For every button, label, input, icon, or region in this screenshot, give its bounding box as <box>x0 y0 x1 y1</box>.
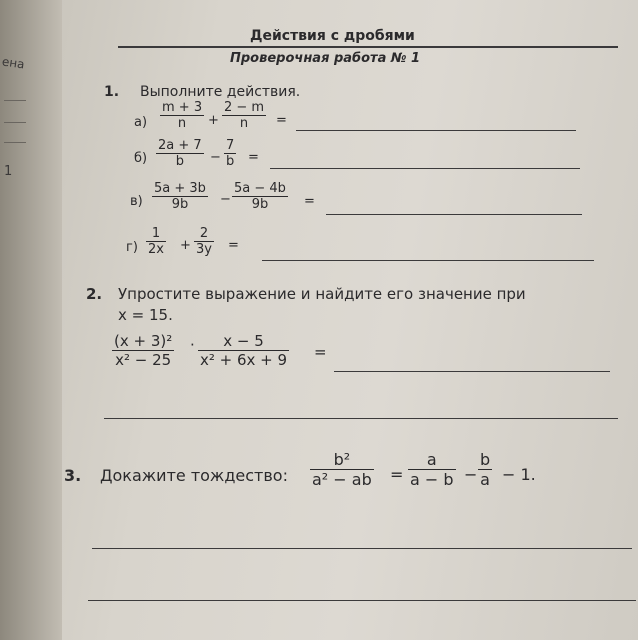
fraction <box>232 181 288 212</box>
answer-line[interactable] <box>92 548 632 549</box>
fraction <box>146 226 166 257</box>
answer-line[interactable] <box>334 371 610 372</box>
numerator: 2a + 7 <box>158 138 202 153</box>
fraction <box>310 450 374 489</box>
task-instruction: Выполните действия. <box>140 84 301 100</box>
denominator: a <box>478 469 492 489</box>
task-instruction: Докажите тождество: <box>100 466 288 485</box>
subtask-label: г) <box>126 240 138 255</box>
numerator: 7 <box>226 138 235 153</box>
denominator: x² − 25 <box>112 350 174 369</box>
numerator: b² <box>333 450 351 469</box>
equals-sign: = <box>314 343 327 361</box>
numerator: 5a + 3b <box>154 181 206 196</box>
equals-sign: = <box>276 113 287 128</box>
numerator: m + 3 <box>162 100 203 115</box>
numerator: 1 <box>151 226 161 241</box>
operator: − <box>210 150 221 165</box>
denominator: 2x <box>148 242 164 257</box>
fraction <box>152 181 208 212</box>
fraction <box>224 138 236 169</box>
answer-line[interactable] <box>262 260 594 261</box>
fraction <box>408 450 456 489</box>
denominator: 3y <box>196 242 212 257</box>
header-divider <box>118 46 618 48</box>
task-instruction: Упростите выражение и найдите его значение при <box>118 285 526 303</box>
page-subtitle: Проверочная работа № 1 <box>230 51 421 66</box>
fraction <box>160 100 204 131</box>
task-condition: x = 15. <box>118 306 173 324</box>
answer-line[interactable] <box>326 214 582 215</box>
page-title: Действия с дробями <box>250 28 415 44</box>
operator: + <box>208 113 219 128</box>
numerator: (x + 3)² <box>114 332 173 350</box>
fraction <box>198 332 289 369</box>
adjacent-page-line <box>4 122 26 123</box>
operator: − <box>220 192 231 207</box>
fraction <box>112 332 174 369</box>
denominator: a² − ab <box>312 470 372 489</box>
adjacent-page-number: 1 <box>4 164 13 179</box>
adjacent-page-line <box>4 100 26 101</box>
denominator: 9b <box>232 196 288 212</box>
denominator: n <box>222 115 266 131</box>
adjacent-page-text: ена <box>1 54 26 72</box>
task-number: 2. <box>86 285 103 303</box>
numerator: 2 <box>199 226 209 241</box>
denominator: n <box>160 115 204 131</box>
subtask-label: б) <box>134 151 148 166</box>
expression-tail: − 1. <box>502 465 536 484</box>
operator: − <box>464 465 478 484</box>
equals-sign: = <box>228 238 239 253</box>
answer-line[interactable] <box>104 418 618 419</box>
fraction <box>478 450 492 489</box>
page-edge-shadow <box>0 0 62 640</box>
numerator: b <box>480 450 491 469</box>
subtask-label: а) <box>134 115 148 130</box>
fraction <box>194 226 214 257</box>
fraction <box>156 138 204 169</box>
answer-line[interactable] <box>88 600 636 601</box>
denominator: 9b <box>152 196 208 212</box>
numerator: a <box>426 450 437 469</box>
subtask-label: в) <box>130 194 143 209</box>
answer-line[interactable] <box>296 130 576 131</box>
denominator: a − b <box>410 470 454 489</box>
denominator: b <box>156 153 204 169</box>
operator: + <box>180 238 191 253</box>
operator: · <box>190 336 195 354</box>
task-number: 3. <box>64 466 82 485</box>
denominator: x² + 6x + 9 <box>200 351 288 369</box>
equals-sign: = <box>390 465 404 484</box>
numerator: x − 5 <box>223 332 264 350</box>
task-number: 1. <box>104 84 120 100</box>
numerator: 2 − m <box>224 100 265 115</box>
adjacent-page-line <box>4 142 26 143</box>
answer-line[interactable] <box>270 168 580 169</box>
fraction <box>222 100 266 131</box>
denominator: b <box>224 153 236 169</box>
equals-sign: = <box>304 194 315 209</box>
numerator: 5a − 4b <box>234 181 286 196</box>
equals-sign: = <box>248 150 259 165</box>
